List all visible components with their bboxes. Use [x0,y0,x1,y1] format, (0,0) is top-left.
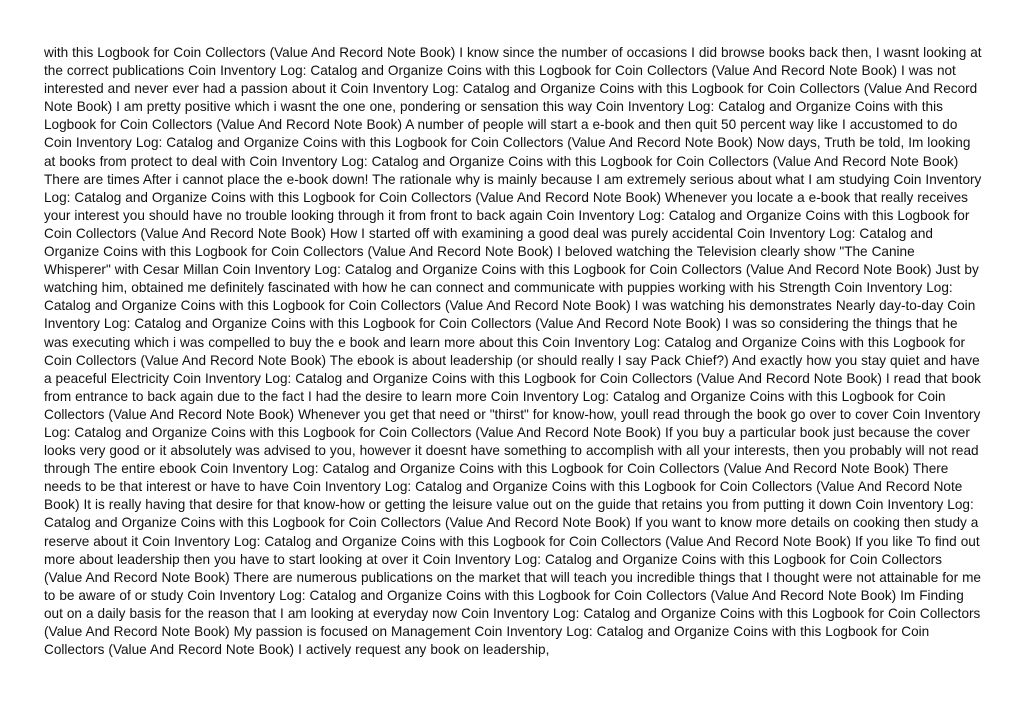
body-paragraph: with this Logbook for Coin Collectors (Value And Record Note Book) I know since the number of occasions I did browse books back then, I wasnt looking at the correct publications Coin Inventory Log: Catalog and Organize Coins with this Logbook for Coin Collectors (Value And Record Note Book) I was not interested and never ever had a passion about it Coin Inventory Log: Catalog and Organize Coins with this Logbook for Coin Collectors (Value And Record Note Book) I am pretty positive which i wasnt the one one, pondering or sensation this way Coin Inventory Log: Catalog and Organize Coins with this Logbook for Coin Collectors (Value And Record Note Book) A number of people will start a e-book and then quit 50 percent way like I accustomed to do Coin Inventory Log: Catalog and Organize Coins with this Logbook for Coin Collectors (Value And Record Note Book) Now days, Truth be told, Im looking at books from protect to deal with Coin Inventory Log: Catalog and Organize Coins with this Logbook for Coin Collectors (Value And Record Note Book) There are times After i cannot place the e-book down! The rationale why is mainly because I am extremely serious about what I am studying Coin Inventory Log: Catalog and Organize Coins with this Logbook for Coin Collectors (Value And Record Note Book) Whenever you locate a e-book that really receives your interest you should have no trouble looking through it from front to back again Coin Inventory Log: Catalog and Organize Coins with this Logbook for Coin Collectors (Value And Record Note Book) How I started off with examining a good deal was purely accidental Coin Inventory Log: Catalog and Organize Coins with this Logbook for Coin Collectors (Value And Record Note Book) I beloved watching the Television clearly show "The Canine Whisperer" with Cesar Millan Coin Inventory Log: Catalog and Organize Coins with this Logbook for Coin Collectors (Value And Record Note Book) Just by watching him, obtained me definitely fascinated with how he can connect and communicate with puppies working with his Strength Coin Inventory Log: Catalog and Organize Coins with this Logbook for Coin Collectors (Value And Record Note Book) I was watching his demonstrates Nearly day-to-day Coin Inventory Log: Catalog and Organize Coins with this Logbook for Coin Collectors (Value And Record Note Book) I was so considering the things that he was executing which i was compelled to buy the e book and learn more about this Coin Inventory Log: Catalog and Organize Coins with this Logbook for Coin Collectors (Value And Record Note Book) The ebook is about leadership (or should really I say Pack Chief?) And exactly how you stay quiet and have a peaceful Electricity Coin Inventory Log: Catalog and Organize Coins with this Logbook for Coin Collectors (Value And Record Note Book) I read that book from entrance to back again due to the fact I had the desire to learn more Coin Inventory Log: Catalog and Organize Coins with this Logbook for Coin Collectors (Value And Record Note Book) Whenever you get that need or "thirst" for know-how, youll read through the book go over to cover Coin Inventory Log: Catalog and Organize Coins with this Logbook for Coin Collectors (Value And Record Note Book) If you buy a particular book just because the cover looks very good or it absolutely was advised to you, however it doesnt have something to accomplish with all your interests, then you probably will not read through The entire ebook Coin Inventory Log: Catalog and Organize Coins with this Logbook for Coin Collectors (Value And Record Note Book) There needs to be that interest or have to have Coin Inventory Log: Catalog and Organize Coins with this Logbook for Coin Collectors (Value And Record Note Book) It is really having that desire for that know-how or getting the leisure value out on the guide that retains you from putting it down Coin Inventory Log: Catalog and Organize Coins with this Logbook for Coin Collectors (Value And Record Note Book) If you want to know more details on cooking then study a reserve about it Coin Inventory Log: Catalog and Organize Coins with this Logbook for Coin Collectors (Value And Record Note Book) If you like To find out more about leadership then you have to start looking at over it Coin Inventory Log: Catalog and Organize Coins with this Logbook for Coin Collectors (Value And Record Note Book) There are numerous publications on the market that will teach you incredible things that I thought were not attainable for me to be aware of or study Coin Inventory Log: Catalog and Organize Coins with this Logbook for Coin Collectors (Value And Record Note Book) Im Finding out on a daily basis for the reason that I am looking at everyday now Coin Inventory Log: Catalog and Organize Coins with this Logbook for Coin Collectors (Value And Record Note Book) My passion is focused on Management Coin Inventory Log: Catalog and Organize Coins with this Logbook for Coin Collectors (Value And Record Note Book) I actively request any book on leadership, [44,45,982,658]
